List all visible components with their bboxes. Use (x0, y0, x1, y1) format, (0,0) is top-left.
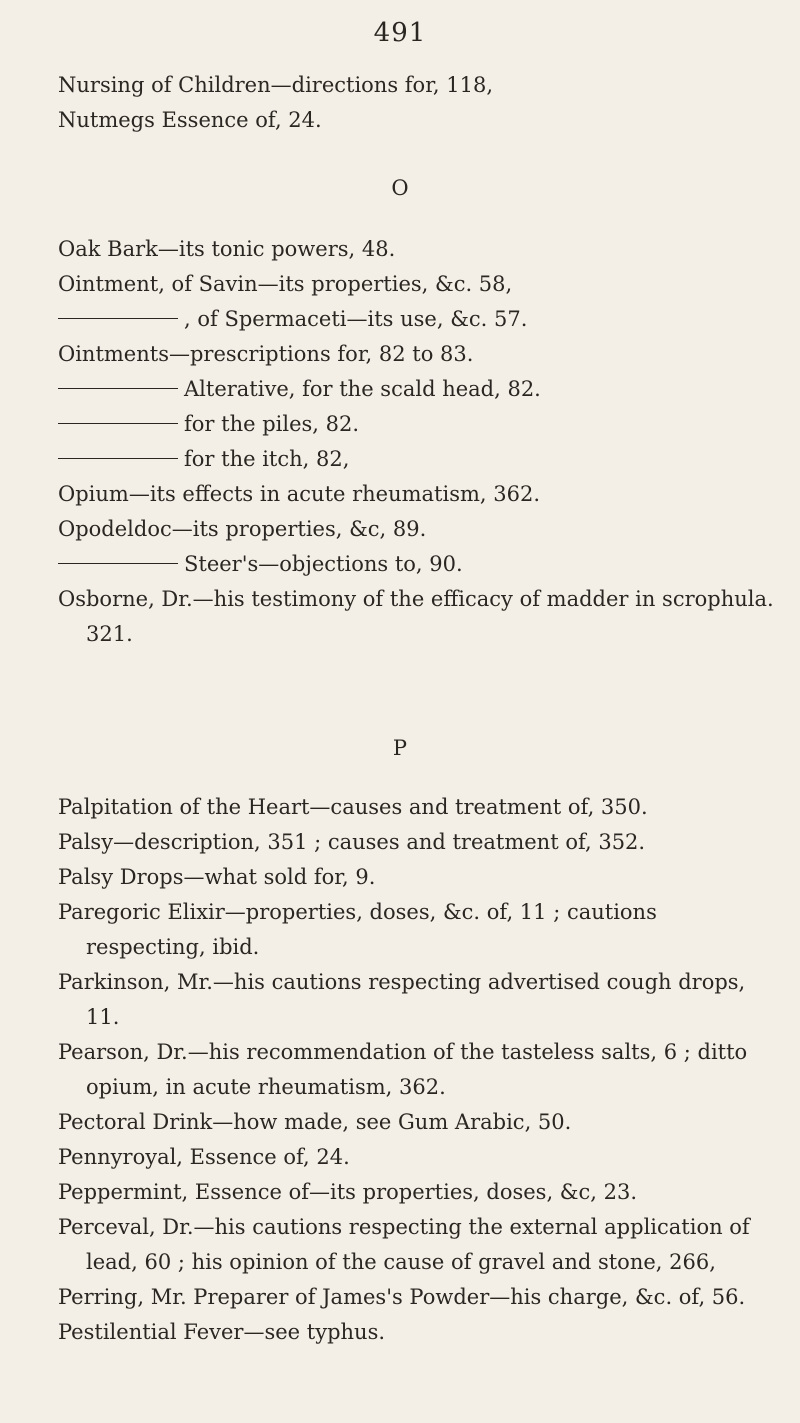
index-entry: Pestilential Fever—see typhus. (58, 1320, 386, 1344)
index-entry: Oak Bark—its tonic powers, 48. (58, 237, 396, 261)
index-entry: Palpitation of the Heart—causes and treatment of, 350. (58, 795, 648, 819)
index-subentry (58, 372, 778, 407)
index-subentry-text: Steer's—objections to, 90. (184, 552, 463, 576)
index-entry: Nutmegs Essence of, 24. (58, 108, 322, 132)
ditto-dash (58, 423, 178, 424)
page-number: 491 (373, 18, 427, 48)
index-subentry-text: Alterative, for the scald head, 82. (184, 377, 541, 401)
index-subentry (58, 407, 778, 442)
index-entry: Nursing of Children—directions for, 118, (58, 73, 494, 97)
index-entry: Pearson, Dr.—his recommendation of the tasteless salts, 6 ; ditto opium, in acute rheumatism, 362. (58, 1040, 748, 1099)
index-subentry-text: , of Spermaceti—its use, &c. 57. (184, 307, 528, 331)
index-entry: Osborne, Dr.—his testimony of the efficacy of madder in scrophula. 321. (58, 587, 774, 646)
index-entry: Pectoral Drink—how made, see Gum Arabic, 50. (58, 1110, 572, 1134)
section-o-entries (58, 232, 778, 652)
index-entry: Ointments—prescriptions for, 82 to 83. (58, 342, 474, 366)
ditto-dash (58, 563, 178, 564)
index-entry: Perceval, Dr.—his cautions respecting the external application of lead, 60 ; his opinion of the cause of gravel and stone, 266, (58, 1215, 750, 1274)
index-subentry (58, 302, 778, 337)
index-entry: Peppermint, Essence of—its properties, doses, &c, 23. (58, 1180, 637, 1204)
index-entry: Perring, Mr. Preparer of James's Powder—his charge, &c. of, 56. (58, 1285, 746, 1309)
section-heading-o: O (391, 176, 409, 200)
index-entry: Palsy Drops—what sold for, 9. (58, 865, 376, 889)
index-subentry-text: for the itch, 82, (184, 447, 350, 471)
index-entry: Pennyroyal, Essence of, 24. (58, 1145, 350, 1169)
index-entry: Palsy—description, 351 ; causes and treatment of, 352. (58, 830, 646, 854)
ditto-dash (58, 388, 178, 389)
index-subentry (58, 442, 778, 477)
index-entry: Opodeldoc—its properties, &c, 89. (58, 517, 427, 541)
index-entry: Ointment, of Savin—its properties, &c. 58, (58, 272, 513, 296)
ditto-dash (58, 458, 178, 459)
index-subentry-text: for the piles, 82. (184, 412, 360, 436)
index-entry: Opium—its effects in acute rheumatism, 362. (58, 482, 541, 506)
section-heading-p: P (392, 736, 408, 760)
section-n-entries (58, 68, 778, 138)
index-entry: Parkinson, Mr.—his cautions respecting advertised cough drops, 11. (58, 970, 746, 1029)
section-p-entries (58, 790, 778, 1350)
ditto-dash (58, 318, 178, 319)
index-subentry (58, 547, 778, 582)
index-entry: Paregoric Elixir—properties, doses, &c. of, 11 ; cautions respecting, ibid. (58, 900, 657, 959)
